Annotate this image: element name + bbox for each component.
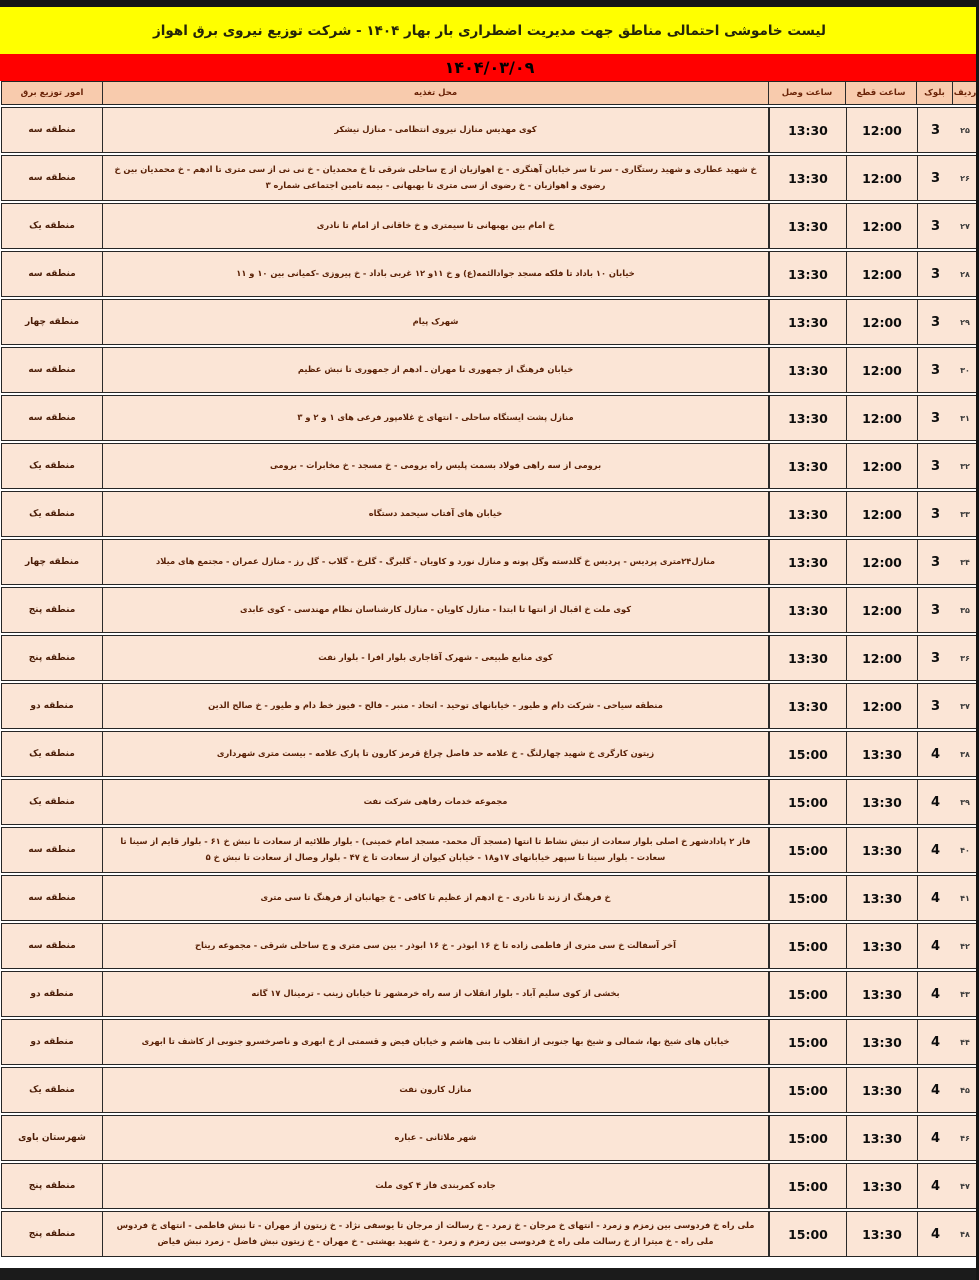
reconnect-time-cell: 13:30 [769, 636, 846, 680]
distribution-area-cell: منطقه سه [2, 924, 103, 968]
column-header-row-number: ردیف [953, 88, 977, 98]
block-cell: 3 [917, 348, 953, 392]
distribution-area-cell: منطقه چهار [2, 300, 103, 344]
reconnect-time-cell: 15:00 [769, 732, 846, 776]
row-number-cell: ۲۵ [960, 125, 970, 135]
feed-location-cell: کوی منابع طبیعی - شهرک آقاجاری بلوار افرا - بلوار نفت [103, 636, 769, 680]
table-row [1, 203, 978, 249]
title-bar [0, 7, 979, 54]
cut-time-cell: 12:00 [846, 684, 917, 728]
column-header-feed-location: محل تغذیه [103, 82, 769, 104]
block-cell: 3 [917, 684, 953, 728]
feed-location-cell: شهر ملاثانی - عباره [103, 1116, 769, 1160]
row-number-cell: ۳۴ [960, 557, 970, 567]
distribution-area-cell: منطقه پنج [2, 588, 103, 632]
feed-location-cell: بخشی از کوی سلیم آباد - بلوار انقلاب از سه راه خرمشهر تا خیابان زینب - ترمینال ۱۷ گانه [103, 972, 769, 1016]
block-cell: 4 [917, 876, 953, 920]
block-cell: 3 [917, 636, 953, 680]
page-title: لیست خاموشی احتمالی مناطق جهت مدیریت اضطراری بار بهار ۱۴۰۴ - شرکت توزیع نیروی برق اهواز [153, 22, 826, 39]
reconnect-time-cell: 13:30 [769, 444, 846, 488]
column-header-block: بلوک [917, 82, 953, 104]
column-header-cut-time: ساعت قطع [846, 82, 917, 104]
feed-location-cell: آخر آسفالت خ سی متری از فاطمی زاده تا خ ۱۶ ابوذر - خ ۱۶ ابوذر - بین سی متری و ج ساحلی شرقی - مجموعه ریناح [103, 924, 769, 968]
distribution-area-cell: منطقه سه [2, 156, 103, 200]
feed-location-cell: فاز ۲ پادادشهر خ اصلی بلوار سعادت از نبش نشاط تا انتها (مسجد آل محمد- مسجد امام خمینی) - بلوار طلائیه از سعادت تا نبش خ ۶۱ - بلوار قایم از سینا تا سعادت - بلوار سینا تا سپهر خیابانهای ۱۷و۱۸ - خیابان کیوان از سعادت تا خ ۴۷ - بلوار وصال از سعادت تا نبش خ ۵ [103, 828, 769, 872]
cut-time-cell: 12:00 [846, 444, 917, 488]
table-row [1, 587, 978, 633]
block-cell: 3 [917, 204, 953, 248]
feed-location-cell: جاده کمربندی فاز ۴ کوی ملت [103, 1164, 769, 1208]
distribution-area-cell: منطقه یک [2, 444, 103, 488]
table-row [1, 875, 978, 921]
table-header-row [1, 81, 978, 105]
block-cell: 4 [917, 1068, 953, 1112]
distribution-area-cell: منطقه سه [2, 828, 103, 872]
row-number-cell: ۳۵ [960, 605, 970, 615]
reconnect-time-cell: 13:30 [769, 492, 846, 536]
block-cell: 3 [917, 540, 953, 584]
reconnect-time-cell: 15:00 [769, 1116, 846, 1160]
row-number-cell: ۴۱ [960, 893, 970, 903]
distribution-area-cell: منطقه یک [2, 1068, 103, 1112]
cut-time-cell: 13:30 [846, 780, 917, 824]
reconnect-time-cell: 13:30 [769, 300, 846, 344]
feed-location-cell: مجموعه خدمات رفاهی شرکت نفت [103, 780, 769, 824]
reconnect-time-cell: 13:30 [769, 348, 846, 392]
row-number-cell: ۳۶ [960, 653, 970, 663]
distribution-area-cell: منطقه دو [2, 972, 103, 1016]
table-row [1, 443, 978, 489]
feed-location-cell: شهرک پیام [103, 300, 769, 344]
table-row [1, 779, 978, 825]
distribution-area-cell: منطقه یک [2, 204, 103, 248]
block-cell: 3 [917, 492, 953, 536]
reconnect-time-cell: 15:00 [769, 876, 846, 920]
feed-location-cell: منطقه سیاحی - شرکت دام و طیور - خیابانهای توحید - اتحاد - منبر - فالح - فیوز خط دام و طیور - خ صالح الدین [103, 684, 769, 728]
cut-time-cell: 12:00 [846, 300, 917, 344]
table-row [1, 971, 978, 1017]
distribution-area-cell: منطقه پنج [2, 1164, 103, 1208]
row-number-cell: ۴۶ [960, 1133, 970, 1143]
cut-time-cell: 13:30 [846, 1116, 917, 1160]
reconnect-time-cell: 15:00 [769, 1020, 846, 1064]
cut-time-cell: 13:30 [846, 1164, 917, 1208]
table-row [1, 827, 978, 873]
block-cell: 4 [917, 972, 953, 1016]
feed-location-cell: خ امام بین بهبهانی تا سیمتری و خ خاقانی از امام تا نادری [103, 204, 769, 248]
date-bar [0, 54, 979, 81]
bottom-border [0, 1268, 979, 1280]
table-row [1, 491, 978, 537]
reconnect-time-cell: 13:30 [769, 204, 846, 248]
table-row [1, 1211, 978, 1257]
feed-location-cell: منازل پشت ایستگاه ساحلی - انتهای خ غلامپور فرعی های ۱ و ۲ و ۳ [103, 396, 769, 440]
table-row [1, 155, 978, 201]
table-row [1, 299, 978, 345]
reconnect-time-cell: 13:30 [769, 252, 846, 296]
feed-location-cell: خ فرهنگ از زند تا نادری - خ ادهم از عظیم تا کافی - خ جهانبان از فرهنگ تا سی متری [103, 876, 769, 920]
cut-time-cell: 12:00 [846, 396, 917, 440]
table-row [1, 539, 978, 585]
row-number-cell: ۲۶ [960, 173, 970, 183]
feed-location-cell: زیتون کارگری خ شهید چهارلنگ - خ علامه حد فاصل چراغ قرمز کارون تا پارک علامه - بیست متری شهرداری [103, 732, 769, 776]
table-row [1, 1067, 978, 1113]
block-cell: 3 [917, 396, 953, 440]
table-body [1, 107, 978, 1257]
block-cell: 4 [917, 732, 953, 776]
feed-location-cell: کوی مهدیس منازل نیروی انتظامی - منازل نیشکر [103, 108, 769, 152]
row-number-cell: ۴۴ [960, 1037, 970, 1047]
top-border [0, 0, 979, 7]
cut-time-cell: 13:30 [846, 972, 917, 1016]
cut-time-cell: 12:00 [846, 636, 917, 680]
table-row [1, 635, 978, 681]
feed-location-cell: خیابان فرهنگ از جمهوری تا مهران ـ ادهم از جمهوری تا نبش عظیم [103, 348, 769, 392]
row-number-cell: ۳۲ [960, 461, 970, 471]
reconnect-time-cell: 15:00 [769, 1212, 846, 1256]
distribution-area-cell: منطقه سه [2, 876, 103, 920]
reconnect-time-cell: 13:30 [769, 540, 846, 584]
table-row [1, 395, 978, 441]
cut-time-cell: 12:00 [846, 108, 917, 152]
cut-time-cell: 13:30 [846, 924, 917, 968]
distribution-area-cell: منطقه چهار [2, 540, 103, 584]
cut-time-cell: 12:00 [846, 588, 917, 632]
cut-time-cell: 12:00 [846, 540, 917, 584]
row-number-cell: ۳۱ [960, 413, 970, 423]
row-number-cell: ۳۳ [960, 509, 970, 519]
table-row [1, 1163, 978, 1209]
block-cell: 4 [917, 924, 953, 968]
row-number-cell: ۴۵ [960, 1085, 970, 1095]
reconnect-time-cell: 15:00 [769, 1164, 846, 1208]
feed-location-cell: خیابان های آفتاب سیحمد دستگاه [103, 492, 769, 536]
table-row [1, 923, 978, 969]
reconnect-time-cell: 15:00 [769, 972, 846, 1016]
block-cell: 4 [917, 1116, 953, 1160]
row-number-cell: ۲۸ [960, 269, 970, 279]
distribution-area-cell: منطقه پنج [2, 1212, 103, 1256]
block-cell: 4 [917, 1164, 953, 1208]
outage-table [0, 81, 979, 1257]
row-number-cell: ۴۰ [960, 845, 970, 855]
block-cell: 4 [917, 1020, 953, 1064]
block-cell: 3 [917, 252, 953, 296]
distribution-area-cell: منطقه دو [2, 1020, 103, 1064]
distribution-area-cell: منطقه یک [2, 732, 103, 776]
distribution-area-cell: منطقه یک [2, 492, 103, 536]
reconnect-time-cell: 13:30 [769, 588, 846, 632]
distribution-area-cell: منطقه یک [2, 780, 103, 824]
column-header-reconnect-time: ساعت وصل [769, 82, 846, 104]
cut-time-cell: 12:00 [846, 348, 917, 392]
cut-time-cell: 12:00 [846, 252, 917, 296]
distribution-area-cell: منطقه سه [2, 396, 103, 440]
block-cell: 3 [917, 300, 953, 344]
block-cell: 3 [917, 108, 953, 152]
table-row [1, 1019, 978, 1065]
cut-time-cell: 12:00 [846, 204, 917, 248]
row-number-cell: ۴۳ [960, 989, 970, 999]
row-number-cell: ۳۷ [960, 701, 970, 711]
distribution-area-cell: منطقه سه [2, 252, 103, 296]
feed-location-cell: منازل۲۴متری پردیس - پردیس خ گلدسته وگل پونه و منازل نورد و کاویان - گلبرگ - گلرخ - گلاب - گل رز - منازل عمران - مجتمع های میلاد [103, 540, 769, 584]
distribution-area-cell: منطقه پنج [2, 636, 103, 680]
feed-location-cell: کوی ملت خ اقبال از انتها تا ابتدا - منازل کاویان - منازل کارشناسان نظام مهندسی - کوی عابدی [103, 588, 769, 632]
table-row [1, 107, 978, 153]
reconnect-time-cell: 13:30 [769, 108, 846, 152]
block-cell: 4 [917, 1212, 953, 1256]
distribution-area-cell: منطقه سه [2, 348, 103, 392]
row-number-cell: ۴۸ [960, 1229, 970, 1239]
reconnect-time-cell: 13:30 [769, 156, 846, 200]
cut-time-cell: 13:30 [846, 732, 917, 776]
feed-location-cell: خ شهید عطاری و شهید رستگاری - سر تا سر خیابان آهنگری - خ اهوازیان از ج ساحلی شرقی تا خ محمدیان - خ نی نی از سی متری تا ادهم - خ محمدیان بین خ رضوی و اهوازیان - خ رضوی از سی متری تا بهبهانی - بیمه تامین اجتماعی شماره ۳ [103, 156, 769, 200]
block-cell: 3 [917, 444, 953, 488]
row-number-cell: ۲۹ [960, 317, 970, 327]
reconnect-time-cell: 15:00 [769, 1068, 846, 1112]
reconnect-time-cell: 13:30 [769, 396, 846, 440]
feed-location-cell: ملی راه خ فردوسی بین زمزم و زمرد - انتهای خ مرجان - خ زمرد - خ رسالت از مرجان تا یوسفی نژاد - خ زیتون از مهران - تا نبش فاطمی - انتهای خ فردوس ملی راه - خ میترا از خ رسالت ملی راه خ فردوسی بین زمزم و زمرد - خ شهید بهشتی - خ مهران - خ زیتون نبش فاضل - زمرد نبش فیاض [103, 1212, 769, 1256]
feed-location-cell: خیابان های شیخ بها، شمالی و شیخ بها جنوبی از انقلاب تا بنی هاشم و خیابان فیض و قسمتی از خ ابهری و ناصرخسرو جنوبی از کاشف تا ابهری [103, 1020, 769, 1064]
row-number-cell: ۴۲ [960, 941, 970, 951]
column-header-distribution-area: امور توزیع برق [2, 82, 103, 104]
table-row [1, 347, 978, 393]
cut-time-cell: 12:00 [846, 492, 917, 536]
reconnect-time-cell: 15:00 [769, 828, 846, 872]
distribution-area-cell: منطقه دو [2, 684, 103, 728]
feed-location-cell: خیابان ۱۰ باداد تا فلکه مسجد جوادالئمه(ع) و خ ۱۱و ۱۲ غربی باداد - خ پیروزی -کمیانی بین ۱۰ و ۱۱ [103, 252, 769, 296]
table-row [1, 1115, 978, 1161]
block-cell: 3 [917, 156, 953, 200]
cut-time-cell: 13:30 [846, 1020, 917, 1064]
block-cell: 4 [917, 780, 953, 824]
table-row [1, 251, 978, 297]
row-number-cell: ۳۸ [960, 749, 970, 759]
cut-time-cell: 12:00 [846, 156, 917, 200]
row-number-cell: ۴۷ [960, 1181, 970, 1191]
reconnect-time-cell: 15:00 [769, 924, 846, 968]
schedule-date: ۱۴۰۴/۰۳/۰۹ [444, 58, 535, 77]
row-number-cell: ۲۷ [960, 221, 970, 231]
distribution-area-cell: شهرستان باوی [2, 1116, 103, 1160]
cut-time-cell: 13:30 [846, 1212, 917, 1256]
feed-location-cell: منازل کارون نفت [103, 1068, 769, 1112]
table-row [1, 683, 978, 729]
reconnect-time-cell: 15:00 [769, 780, 846, 824]
row-number-cell: ۳۰ [960, 365, 970, 375]
cut-time-cell: 13:30 [846, 828, 917, 872]
block-cell: 4 [917, 828, 953, 872]
cut-time-cell: 13:30 [846, 876, 917, 920]
row-number-cell: ۳۹ [960, 797, 970, 807]
feed-location-cell: برومی از سه راهی فولاد بسمت پلیس راه برومی - خ مسجد - خ مخابرات - برومی [103, 444, 769, 488]
reconnect-time-cell: 13:30 [769, 684, 846, 728]
distribution-area-cell: منطقه سه [2, 108, 103, 152]
cut-time-cell: 13:30 [846, 1068, 917, 1112]
table-row [1, 731, 978, 777]
block-cell: 3 [917, 588, 953, 632]
